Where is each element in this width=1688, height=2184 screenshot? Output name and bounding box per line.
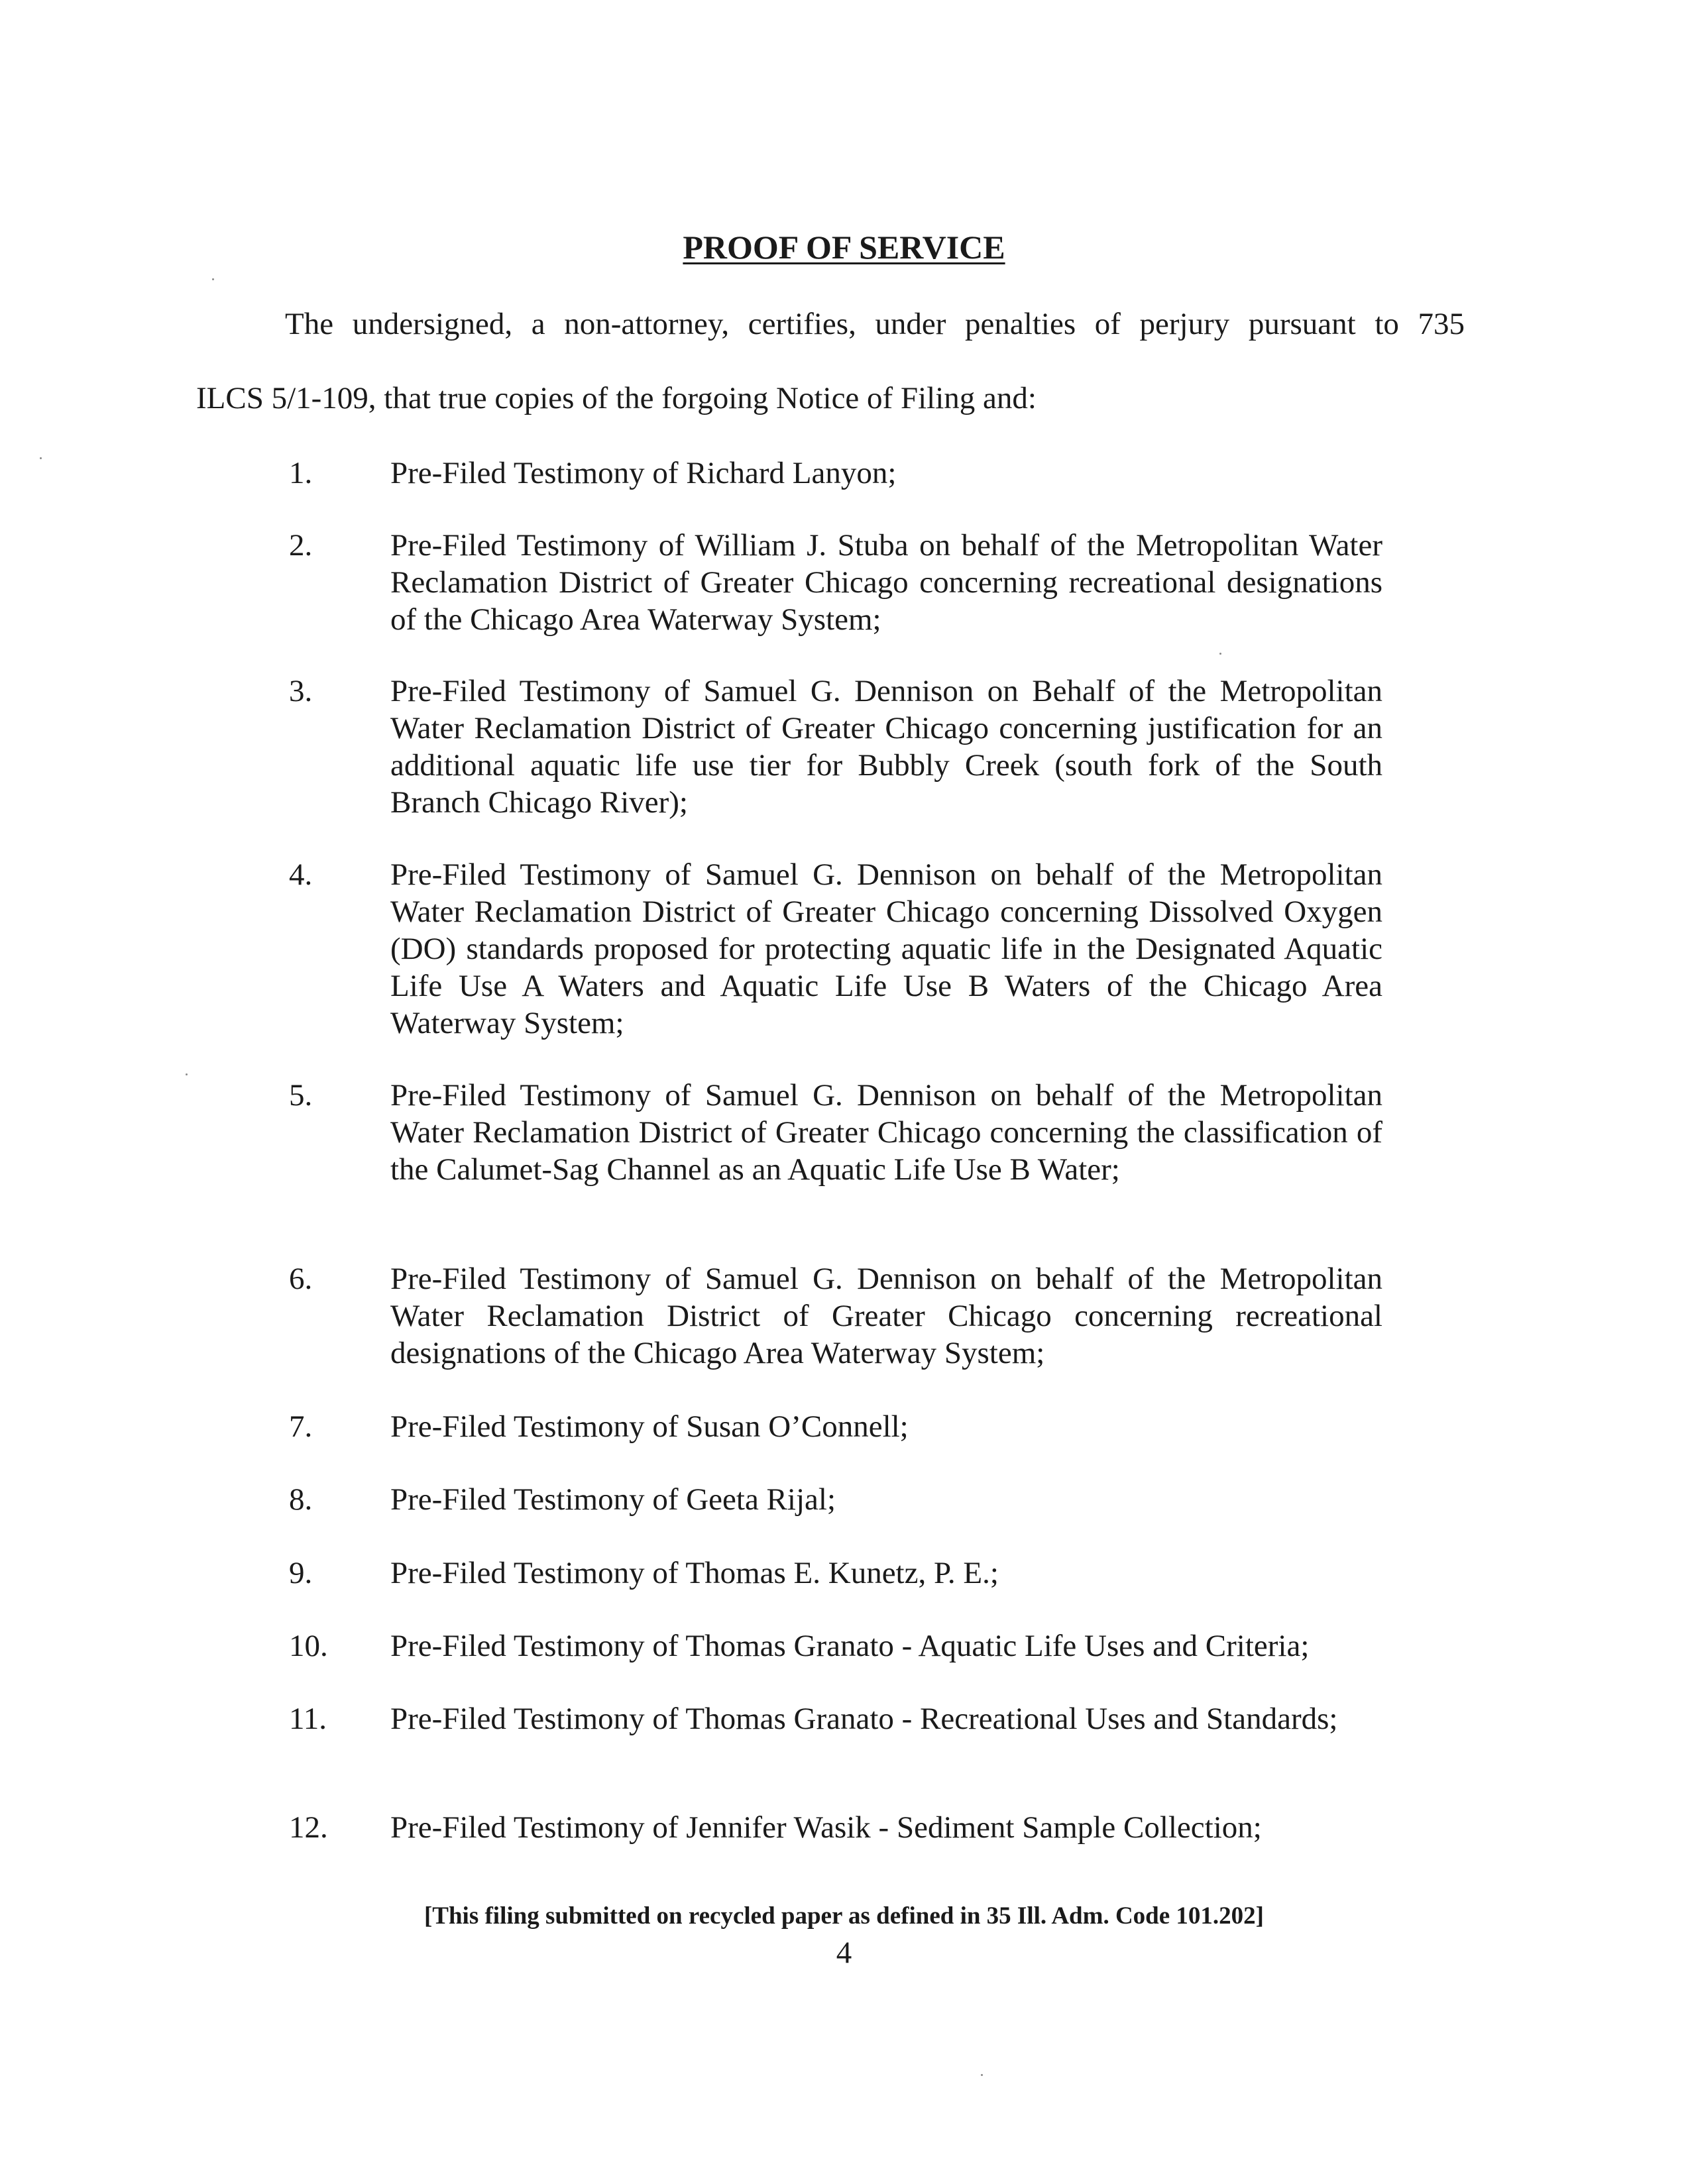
list-item-text: Pre-Filed Testimony of Thomas Granato - Aquatic Life Uses and Criteria; — [390, 1629, 1310, 1663]
scan-speck — [40, 457, 42, 459]
scan-speck — [981, 2074, 983, 2076]
list-item-number: 9. — [289, 1556, 313, 1590]
list-item-text: Pre-Filed Testimony of Thomas Granato - Recreational Uses and Standards; — [390, 1702, 1338, 1736]
list-item-text: Pre-Filed Testimony of Samuel G. Dennison on behalf of the Metropolitan Water Reclamation District of Greater Chicago concerning Dissolved Oxygen (DO) standards proposed for protecting aquatic life in the Designated Aquatic Life Use A Waters and Aquatic Life Use B Waters of the Chicago Area Waterway System; — [390, 857, 1382, 1040]
recycled-paper-note: [This filing submitted on recycled paper as defined in 35 Ill. Adm. Code 101.202] — [423, 1902, 1264, 1930]
list-item-text: Pre-Filed Testimony of Samuel G. Dennison on Behalf of the Metropolitan Water Reclamation District of Greater Chicago concerning justification for an additional aquatic life use tier for Bubbly Creek (south fork of the South Branch Chicago River); — [390, 674, 1382, 820]
list-item-number: 8. — [289, 1482, 313, 1517]
list-item-number: 10. — [289, 1629, 328, 1663]
list-item-text: Pre-Filed Testimony of Susan O’Connell; — [390, 1409, 909, 1444]
list-item-number: 12. — [289, 1810, 328, 1845]
list-item-number: 3. — [289, 674, 313, 708]
list-item-number: 4. — [289, 857, 313, 892]
intro-line-2: ILCS 5/1-109, that true copies of the forgoing Notice of Filing and: — [196, 381, 1037, 415]
list-item-number: 2. — [289, 528, 313, 563]
list-item-text: Pre-Filed Testimony of Jennifer Wasik - Sediment Sample Collection; — [390, 1810, 1262, 1845]
document-title: PROOF OF SERVICE — [683, 229, 1005, 266]
list-item-text: Pre-Filed Testimony of William J. Stuba on behalf of the Metropolitan Water Reclamation District of Greater Chicago concerning recreational designations of the Chicago Area Waterway System; — [390, 528, 1382, 637]
list-item-number: 5. — [289, 1078, 313, 1113]
intro-line-1: The undersigned, a non-attorney, certifies, under penalties of perjury pursuant to 735 — [285, 307, 1465, 341]
list-item-text: Pre-Filed Testimony of Samuel G. Dennison on behalf of the Metropolitan Water Reclamation District of Greater Chicago concerning recreational designations of the Chicago Area Waterway System; — [390, 1262, 1382, 1370]
page-number: 4 — [836, 1936, 852, 1970]
list-item-text: Pre-Filed Testimony of Geeta Rijal; — [390, 1482, 836, 1517]
scan-speck — [212, 278, 214, 280]
list-item-number: 1. — [289, 456, 313, 490]
list-item-text: Pre-Filed Testimony of Thomas E. Kunetz, P. E.; — [390, 1556, 999, 1590]
list-item-number: 11. — [289, 1702, 327, 1736]
list-item-number: 6. — [289, 1262, 313, 1296]
list-item-text: Pre-Filed Testimony of Richard Lanyon; — [390, 456, 897, 490]
scan-speck — [186, 1073, 188, 1075]
list-item-number: 7. — [289, 1409, 313, 1444]
list-item-text: Pre-Filed Testimony of Samuel G. Dennison on behalf of the Metropolitan Water Reclamation District of Greater Chicago concerning the classification of the Calumet-Sag Channel as an Aquatic Life Use B Water; — [390, 1078, 1382, 1187]
scan-speck — [1219, 653, 1221, 655]
